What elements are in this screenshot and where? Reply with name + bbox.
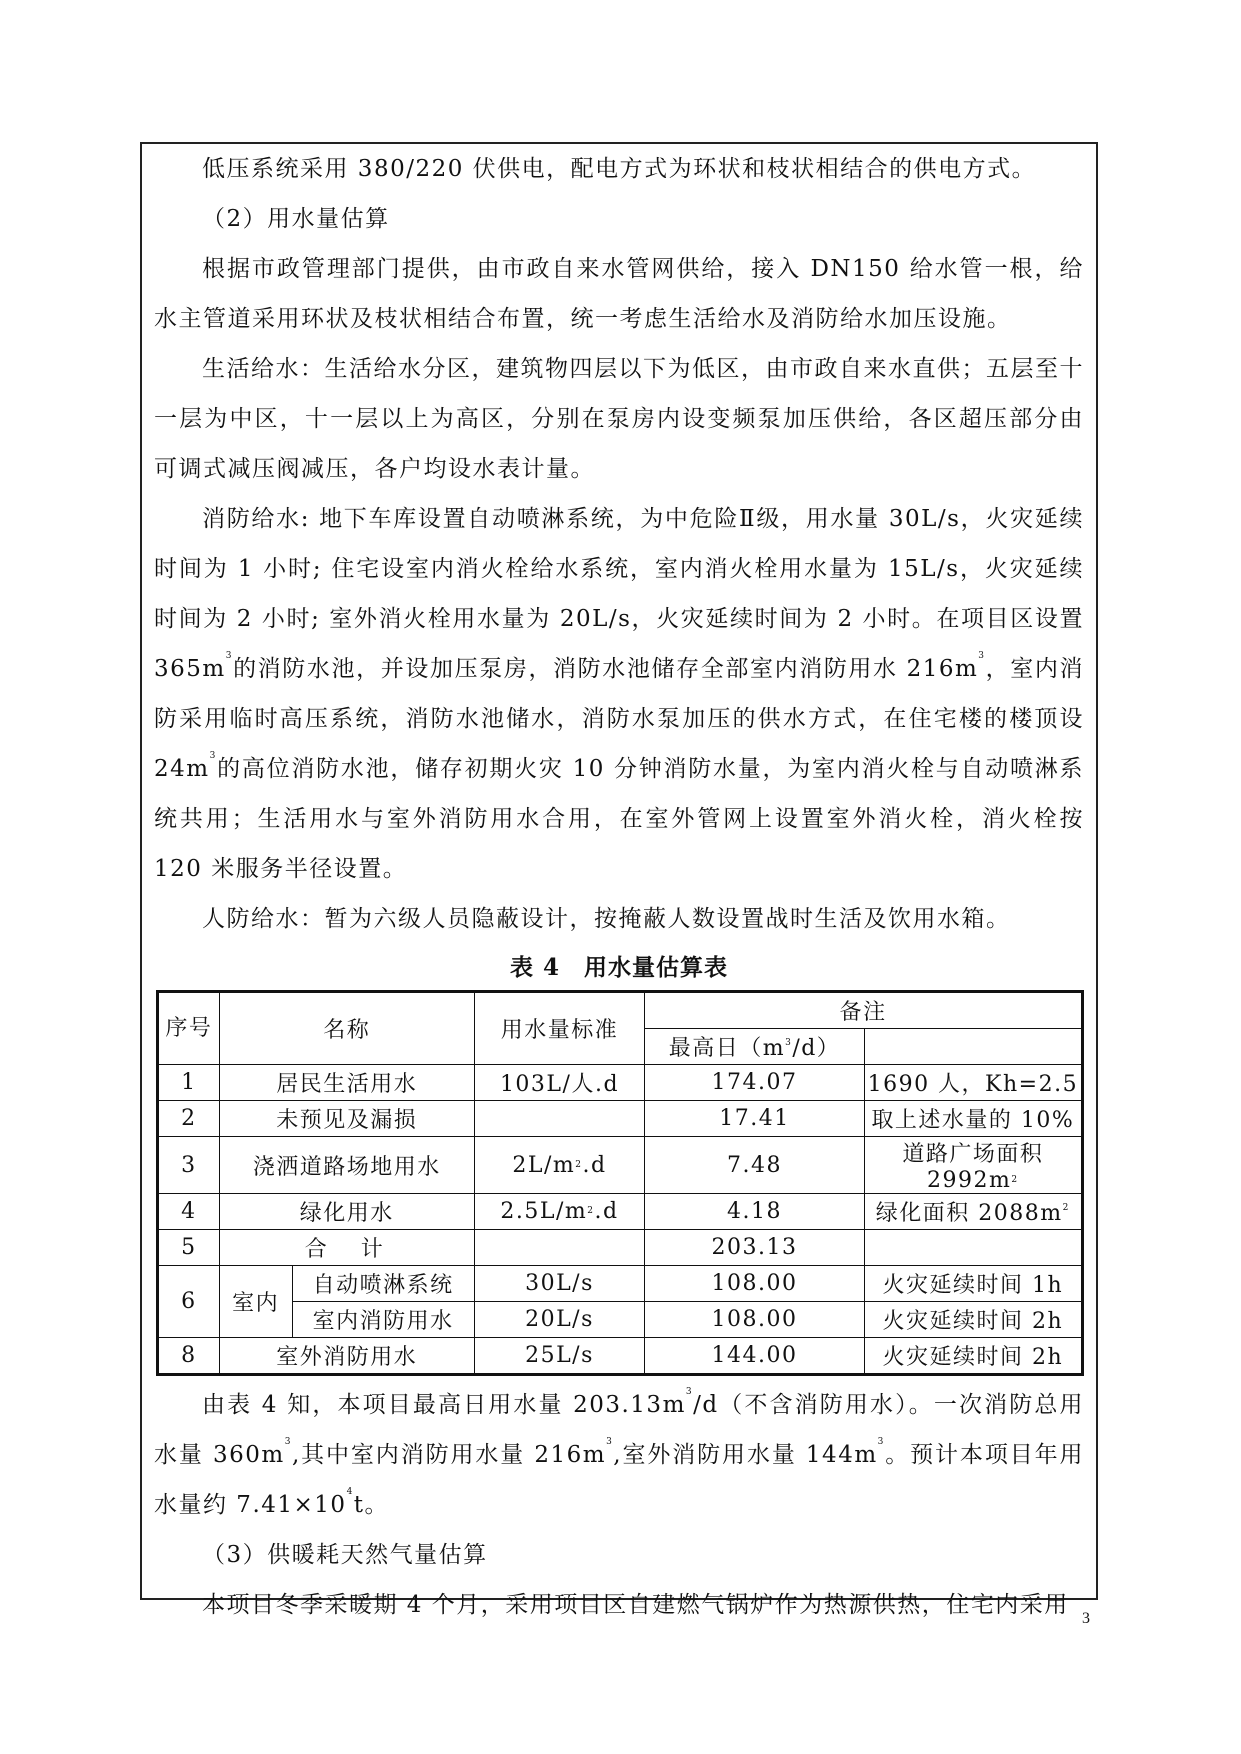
page-number: 3 xyxy=(1082,1610,1090,1627)
row-max-day: 17.41 xyxy=(645,1101,864,1137)
row-name: 绿化用水 xyxy=(219,1194,474,1230)
row-note: 火灾延续时间 2h xyxy=(864,1338,1082,1375)
row-max-day: 203.13 xyxy=(645,1230,864,1266)
power-supply-paragraph: 低压系统采用 380/220 伏供电，配电方式为环状和枝状相结合的供电方式。 xyxy=(202,156,1037,182)
water-summary-paragraph: 由表 4 知，本项目最高日用水量 $203.13m^3/d$（不含消防用水）。一次消防总用水量 $360m^3$,其中室内消防用水量 $216m^3$,室外消防用水量 $144m^3$。预计本项目年用水量约 $7.41\times 10^4t$。 xyxy=(154,1387,1084,1518)
section-heading-heating: （3）供暖耗天然气量估算 xyxy=(202,1542,488,1568)
row-max-day: 108.00 xyxy=(645,1266,864,1302)
table-row xyxy=(158,1194,1083,1230)
water-usage-table xyxy=(156,990,1084,1376)
row-max-day: 7.48 xyxy=(645,1137,864,1194)
row-name: 自动喷淋系统 xyxy=(292,1266,474,1302)
table-row xyxy=(158,1302,1083,1338)
row-seq: 4 xyxy=(158,1194,220,1230)
row-standard xyxy=(474,1101,645,1137)
fire-water-paragraph: 消防给水: 地下车库设置自动喷淋系统，为中危险Ⅱ级，用水量 30L/s，火灾延续时间为 1 小时; 住宅设室内消火栓给水系统，室内消火栓用水量为 15L/s，火灾延续时间为 2 小时; 室外消火栓用水量为 20L/s，火灾延续时间为 2 小时。在项目区设置 $365m^3$的消防水池，并设加压泵房，消防水池储存全部室内消防用水 $216m^3$，室内消防采用临时高压系统，消防水池储水，消防水泵加压的供水方式，在住宅楼的楼顶设 $24m^3$的高位消防水池，储存初期火灾 10 分钟消防水量，为室内消火栓与自动喷淋系统共用；生活用水与室外消防用水合用，在室外管网上设置室外消火栓，消火栓按 120 米服务半径设置。 xyxy=(154,506,1084,882)
row-standard: 20L/s xyxy=(474,1302,645,1338)
row-standard: 103L/人.d xyxy=(474,1065,645,1101)
header-seq: 序号 xyxy=(158,992,220,1065)
row-seq: 6 xyxy=(158,1266,220,1338)
document-frame xyxy=(140,142,1098,1618)
table-row xyxy=(158,1266,1083,1302)
row-seq: 1 xyxy=(158,1065,220,1101)
table-caption: 表 4 用水量估算表 xyxy=(509,954,728,981)
domestic-water-paragraph: 生活给水：生活给水分区，建筑物四层以下为低区，由市政自来水直供；五层至十一层为中区，十一层以上为高区，分别在泵房内设变频泵加压供给，各区超压部分由可调式减压阀减压，各户均设水表计量。 xyxy=(154,356,1084,482)
row-name: 室外消防用水 xyxy=(219,1338,474,1375)
row-name: 合 计 xyxy=(219,1230,474,1266)
row-name: 浇洒道路场地用水 xyxy=(219,1137,474,1194)
table-header-row xyxy=(158,992,1083,1029)
row-note: 1690 人，Kh=2.5 xyxy=(864,1065,1082,1101)
header-remark: 备注 xyxy=(645,992,1083,1029)
heating-paragraph: 本项目冬季采暖期 4 个月，采用项目区自建燃气锅炉作为热源供热，住宅内采用 xyxy=(202,1592,1069,1618)
header-standard: 用水量标准 xyxy=(474,992,645,1065)
header-max-day: 最高日$(m^3/d)$ xyxy=(645,1029,864,1065)
row-standard: 25L/s xyxy=(474,1338,645,1375)
document-body xyxy=(154,144,1084,1630)
row-name: 未预见及漏损 xyxy=(219,1101,474,1137)
row-note: 火灾延续时间 2h xyxy=(864,1302,1082,1338)
row-max-day: 144.00 xyxy=(645,1338,864,1375)
row-note: 绿化面积 $2088m^2$ xyxy=(864,1194,1082,1230)
row-note: 取上述水量的 10% xyxy=(864,1101,1082,1137)
civil-defense-water-paragraph: 人防给水：暂为六级人员隐蔽设计，按掩蔽人数设置战时生活及饮用水箱。 xyxy=(202,906,1011,932)
row-seq: 2 xyxy=(158,1101,220,1137)
row-group-indoor: 室内 xyxy=(219,1266,292,1338)
table-row xyxy=(158,1338,1083,1375)
row-max-day: 174.07 xyxy=(645,1065,864,1101)
row-seq: 3 xyxy=(158,1137,220,1194)
row-seq: 5 xyxy=(158,1230,220,1266)
row-name: 居民生活用水 xyxy=(219,1065,474,1101)
row-max-day: 108.00 xyxy=(645,1302,864,1338)
table-row xyxy=(158,1137,1083,1194)
row-standard: 30L/s xyxy=(474,1266,645,1302)
row-name: 室内消防用水 xyxy=(292,1302,474,1338)
row-max-day: 4.18 xyxy=(645,1194,864,1230)
row-standard: $2.5L/m^2.d$ xyxy=(474,1194,645,1230)
row-standard xyxy=(474,1230,645,1266)
water-source-paragraph: 根据市政管理部门提供，由市政自来水管网供给，接入 DN150 给水管一根，给水主管道采用环状及枝状相结合布置，统一考虑生活给水及消防给水加压设施。 xyxy=(154,256,1084,332)
header-name: 名称 xyxy=(219,992,474,1065)
table-row xyxy=(158,1230,1083,1266)
section-heading-water: （2）用水量估算 xyxy=(202,206,390,232)
row-seq: 8 xyxy=(158,1338,220,1375)
row-standard: $2L/m^2.d$ xyxy=(474,1137,645,1194)
table-row xyxy=(158,1101,1083,1137)
row-note: 火灾延续时间 1h xyxy=(864,1266,1082,1302)
table-row xyxy=(158,1065,1083,1101)
header-empty xyxy=(864,1029,1082,1065)
row-note xyxy=(864,1230,1082,1266)
row-note: 道路广场面积 $2992m^2$ xyxy=(864,1137,1082,1194)
